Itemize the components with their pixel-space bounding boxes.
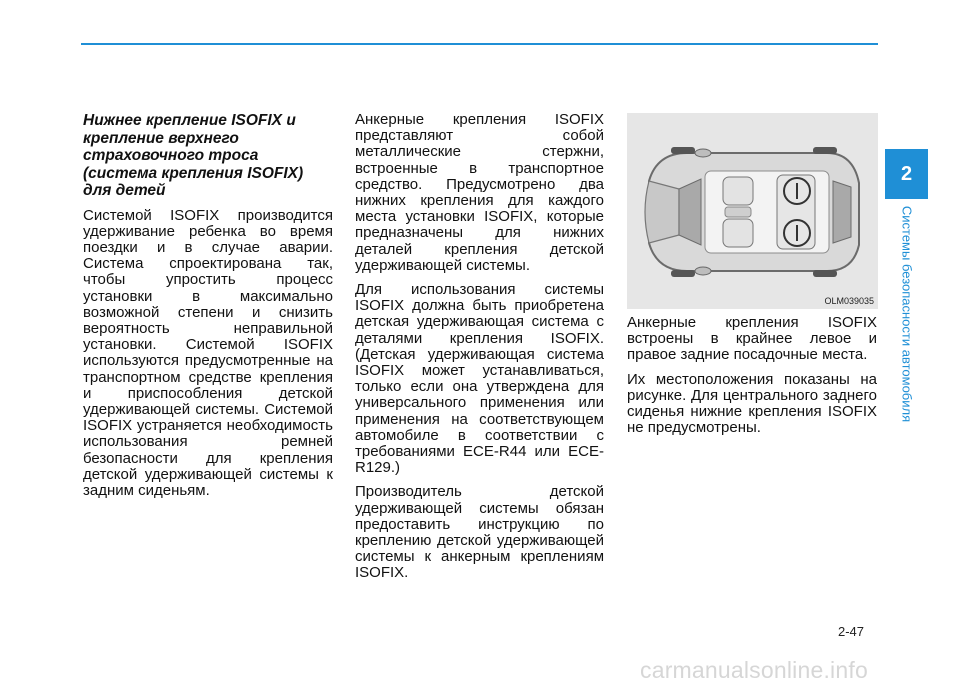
rear-left-wheel xyxy=(813,147,837,154)
right-mirror xyxy=(695,267,711,275)
front-left-wheel xyxy=(671,147,695,154)
chapter-number-tab xyxy=(885,149,928,199)
front-left-seat xyxy=(723,177,753,205)
text-column-left xyxy=(83,112,333,507)
paragraph: Анкерные крепления ISOFIX встроены в крайнее левое и правое задние посадочные места. xyxy=(627,314,877,364)
watermark: carmanualsonline.info xyxy=(640,657,868,683)
paragraph: Производитель детской удерживающей системы обязан предоставить инструкцию по креплению детской удерживающей системы к анкерным креплениям ISOFIX. xyxy=(355,483,604,582)
text-column-middle xyxy=(355,112,604,590)
rear-window xyxy=(833,181,851,243)
chapter-number: 2 xyxy=(900,162,913,185)
rear-right-wheel xyxy=(813,270,837,277)
front-right-seat xyxy=(723,219,753,247)
front-right-wheel xyxy=(671,270,695,277)
figure-code: OLM039035 xyxy=(824,296,874,306)
car-top-view-illustration xyxy=(627,113,878,309)
left-mirror xyxy=(695,149,711,157)
section-heading: Нижнее крепление ISOFIX и крепление верхнего страховочного троса (система крепления ISOFIX) для детей xyxy=(83,112,304,199)
chapter-title: Системы безопасности автомобиля xyxy=(899,205,914,423)
car-hood xyxy=(645,181,679,243)
text-column-right xyxy=(627,315,877,444)
windshield xyxy=(679,179,701,245)
paragraph: Анкерные крепления ISOFIX представляют собой металлические стержни, встроенные в транспортное средство. Предусмотрено два нижних крепления для каждого места установки ISOFIX, которые предназначены для нижних деталей крепления детской удерживающей системы. xyxy=(355,111,604,274)
page-number: 2-47 xyxy=(838,624,865,639)
paragraph: Их местоположения показаны на рисунке. Для центрального заднего сиденья нижние крепления ISOFIX не предусмотрены. xyxy=(627,370,877,437)
center-console xyxy=(725,207,751,217)
header-rule xyxy=(81,43,878,45)
chapter-title-container xyxy=(885,200,928,428)
paragraph: Системой ISOFIX производится удерживание ребенка во время поездки и в случае аварии. Система спроектирована так, чтобы упростить процесс установки в максимально возможной степени и снизить вероятность неправильной установки. Системой ISOFIX используются предусмотренные на транспортном средстве крепления и приспособления детской удерживающей системы. Системой ISOFIX устраняется необходимость использования ремней безопасности для крепления детской удерживающей системы к задним сиденьям. xyxy=(83,206,333,499)
paragraph: Для использования системы ISOFIX должна быть приобретена детская удерживающая система с деталями крепления ISOFIX. (Детская удерживающая система ISOFIX может устанавливаться, только если она утверждена для универсального применения или применения на соответствующем автомобиле в соответствии с требованиями ECE-R44 или ECE-R129.) xyxy=(355,281,604,477)
car-isofix-illustration xyxy=(627,113,878,309)
